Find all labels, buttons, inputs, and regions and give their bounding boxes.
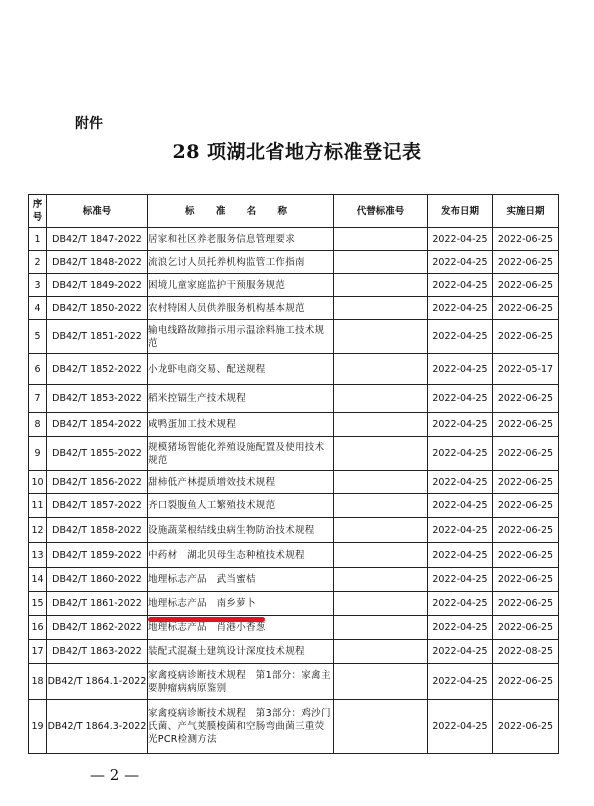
- row-replaced: [334, 664, 428, 700]
- row-publish-date: 2022-04-25: [428, 297, 493, 320]
- row-seq: 18: [29, 664, 47, 700]
- row-implement-date: 2022-06-25: [493, 664, 559, 700]
- row-seq: 2: [29, 251, 47, 274]
- row-publish-date: 2022-04-25: [428, 494, 493, 518]
- row-seq: 9: [29, 437, 47, 471]
- row-name: 地理标志产品 南乡萝卜: [148, 592, 334, 616]
- row-replaced: [334, 568, 428, 592]
- row-code: DB42/T 1859-2022: [47, 543, 148, 568]
- table-row: [29, 437, 559, 471]
- header-implement-date: 实施日期: [493, 195, 559, 228]
- row-replaced: [334, 228, 428, 251]
- table-row: [29, 518, 559, 543]
- row-replaced: [334, 640, 428, 664]
- table-row: [29, 700, 559, 754]
- header-replaced: 代替标准号: [334, 195, 428, 228]
- row-implement-date: 2022-06-25: [493, 568, 559, 592]
- row-publish-date: 2022-04-25: [428, 616, 493, 640]
- row-name: 居家和社区养老服务信息管理要求: [148, 228, 334, 251]
- row-code: DB42/T 1860-2022: [47, 568, 148, 592]
- row-name: 装配式混凝土建筑设计深度技术规程: [148, 640, 334, 664]
- table-row: [29, 320, 559, 354]
- row-implement-date: 2022-06-25: [493, 437, 559, 471]
- page-number: — 2 —: [90, 766, 140, 784]
- table-row: [29, 471, 559, 494]
- row-implement-date: 2022-06-25: [493, 413, 559, 437]
- row-publish-date: 2022-04-25: [428, 228, 493, 251]
- row-publish-date: 2022-04-25: [428, 413, 493, 437]
- row-implement-date: 2022-05-17: [493, 354, 559, 385]
- row-name: 地理标志产品 肖港小香葱: [148, 616, 334, 640]
- row-name: 家禽疫病诊断技术规程 第1部分：家禽主要肿瘤病病原鉴别: [148, 664, 334, 700]
- table-row: [29, 494, 559, 518]
- row-code: DB42/T 1857-2022: [47, 494, 148, 518]
- row-implement-date: 2022-06-25: [493, 592, 559, 616]
- row-replaced: [334, 274, 428, 297]
- row-publish-date: 2022-04-25: [428, 592, 493, 616]
- row-replaced: [334, 518, 428, 543]
- row-code: DB42/T 1853-2022: [47, 385, 148, 413]
- row-replaced: [334, 700, 428, 754]
- row-implement-date: 2022-06-25: [493, 274, 559, 297]
- row-replaced: [334, 297, 428, 320]
- row-implement-date: 2022-06-25: [493, 494, 559, 518]
- table-row: [29, 543, 559, 568]
- row-publish-date: 2022-04-25: [428, 640, 493, 664]
- row-publish-date: 2022-04-25: [428, 251, 493, 274]
- red-underline-highlight: [148, 617, 265, 622]
- row-name: 家禽疫病诊断技术规程 第3部分：鸡沙门氏菌、产气荚膜梭菌和空肠弯曲菌三重荧光PCR检测方法: [148, 700, 334, 754]
- row-code: DB42/T 1850-2022: [47, 297, 148, 320]
- row-publish-date: 2022-04-25: [428, 664, 493, 700]
- row-implement-date: 2022-06-25: [493, 518, 559, 543]
- row-code: DB42/T 1852-2022: [47, 354, 148, 385]
- row-replaced: [334, 385, 428, 413]
- header-name: 标 准 名 称: [148, 195, 334, 228]
- header-publish-date: 发布日期: [428, 195, 493, 228]
- row-implement-date: 2022-06-25: [493, 616, 559, 640]
- row-seq: 7: [29, 385, 47, 413]
- row-publish-date: 2022-04-25: [428, 471, 493, 494]
- row-publish-date: 2022-04-25: [428, 518, 493, 543]
- row-seq: 8: [29, 413, 47, 437]
- row-publish-date: 2022-04-25: [428, 354, 493, 385]
- row-replaced: [334, 354, 428, 385]
- row-replaced: [334, 494, 428, 518]
- row-code: DB42/T 1848-2022: [47, 251, 148, 274]
- row-code: DB42/T 1858-2022: [47, 518, 148, 543]
- table-row: [29, 616, 559, 640]
- row-seq: 14: [29, 568, 47, 592]
- row-implement-date: 2022-06-25: [493, 251, 559, 274]
- row-seq: 16: [29, 616, 47, 640]
- row-implement-date: 2022-06-25: [493, 385, 559, 413]
- row-name: 农村特困人员供养服务机构基本规范: [148, 297, 334, 320]
- row-seq: 3: [29, 274, 47, 297]
- row-code: DB42/T 1864.3-2022: [47, 700, 148, 754]
- row-code: DB42/T 1861-2022: [47, 592, 148, 616]
- row-seq: 17: [29, 640, 47, 664]
- row-name: 咸鸭蛋加工技术规程: [148, 413, 334, 437]
- row-implement-date: 2022-06-25: [493, 700, 559, 754]
- row-publish-date: 2022-04-25: [428, 274, 493, 297]
- row-replaced: [334, 251, 428, 274]
- table-row: [29, 664, 559, 700]
- row-publish-date: 2022-04-25: [428, 385, 493, 413]
- row-seq: 12: [29, 518, 47, 543]
- row-replaced: [334, 413, 428, 437]
- row-code: DB42/T 1863-2022: [47, 640, 148, 664]
- row-name: 输电线路故障指示用示温涂料施工技术规范: [148, 320, 334, 354]
- row-seq: 4: [29, 297, 47, 320]
- row-replaced: [334, 471, 428, 494]
- row-name: 齐口裂腹鱼人工繁殖技术规范: [148, 494, 334, 518]
- row-implement-date: 2022-06-25: [493, 228, 559, 251]
- row-implement-date: 2022-06-25: [493, 320, 559, 354]
- header-seq: 序号: [29, 195, 47, 228]
- row-seq: 13: [29, 543, 47, 568]
- row-implement-date: 2022-08-25: [493, 640, 559, 664]
- row-name: 小龙虾电商交易、配送规程: [148, 354, 334, 385]
- row-implement-date: 2022-06-25: [493, 471, 559, 494]
- row-seq: 11: [29, 494, 47, 518]
- row-name: 地理标志产品 武当蜜桔: [148, 568, 334, 592]
- row-name: 规模猪场智能化养殖设施配置及使用技术规范: [148, 437, 334, 471]
- document-title: 28 项湖北省地方标准登记表: [172, 141, 422, 163]
- row-publish-date: 2022-04-25: [428, 437, 493, 471]
- table-row: [29, 297, 559, 320]
- row-replaced: [334, 616, 428, 640]
- row-name: 中药材 湖北贝母生态种植技术规程: [148, 543, 334, 568]
- table-row: [29, 640, 559, 664]
- row-seq: 10: [29, 471, 47, 494]
- table-row: [29, 354, 559, 385]
- row-seq: 1: [29, 228, 47, 251]
- row-code: DB42/T 1855-2022: [47, 437, 148, 471]
- row-code: DB42/T 1856-2022: [47, 471, 148, 494]
- row-publish-date: 2022-04-25: [428, 320, 493, 354]
- row-code: DB42/T 1851-2022: [47, 320, 148, 354]
- standards-register-table: [28, 194, 559, 754]
- row-implement-date: 2022-06-25: [493, 297, 559, 320]
- row-code: DB42/T 1862-2022: [47, 616, 148, 640]
- row-replaced: [334, 437, 428, 471]
- header-code: 标准号: [47, 195, 148, 228]
- table-row: [29, 568, 559, 592]
- row-name: 甜柿低产林提质增效技术规程: [148, 471, 334, 494]
- table-row: [29, 592, 559, 616]
- row-name: 设施蔬菜根结线虫病生物防治技术规程: [148, 518, 334, 543]
- row-name: 稻米控镉生产技术规程: [148, 385, 334, 413]
- row-replaced: [334, 592, 428, 616]
- row-seq: 19: [29, 700, 47, 754]
- row-seq: 15: [29, 592, 47, 616]
- table-row: [29, 251, 559, 274]
- table-row: [29, 385, 559, 413]
- row-code: DB42/T 1864.1-2022: [47, 664, 148, 700]
- row-name: 困境儿童家庭监护干预服务规范: [148, 274, 334, 297]
- row-seq: 6: [29, 354, 47, 385]
- row-name: 流浪乞讨人员托养机构监管工作指南: [148, 251, 334, 274]
- table-row: [29, 228, 559, 251]
- row-publish-date: 2022-04-25: [428, 700, 493, 754]
- row-code: DB42/T 1849-2022: [47, 274, 148, 297]
- row-implement-date: 2022-06-25: [493, 543, 559, 568]
- row-seq: 5: [29, 320, 47, 354]
- row-code: DB42/T 1854-2022: [47, 413, 148, 437]
- row-publish-date: 2022-04-25: [428, 568, 493, 592]
- row-replaced: [334, 543, 428, 568]
- header-row: [29, 195, 559, 228]
- attachment-label: 附件: [75, 116, 103, 132]
- table-row: [29, 413, 559, 437]
- table-row: [29, 274, 559, 297]
- row-code: DB42/T 1847-2022: [47, 228, 148, 251]
- row-replaced: [334, 320, 428, 354]
- row-publish-date: 2022-04-25: [428, 543, 493, 568]
